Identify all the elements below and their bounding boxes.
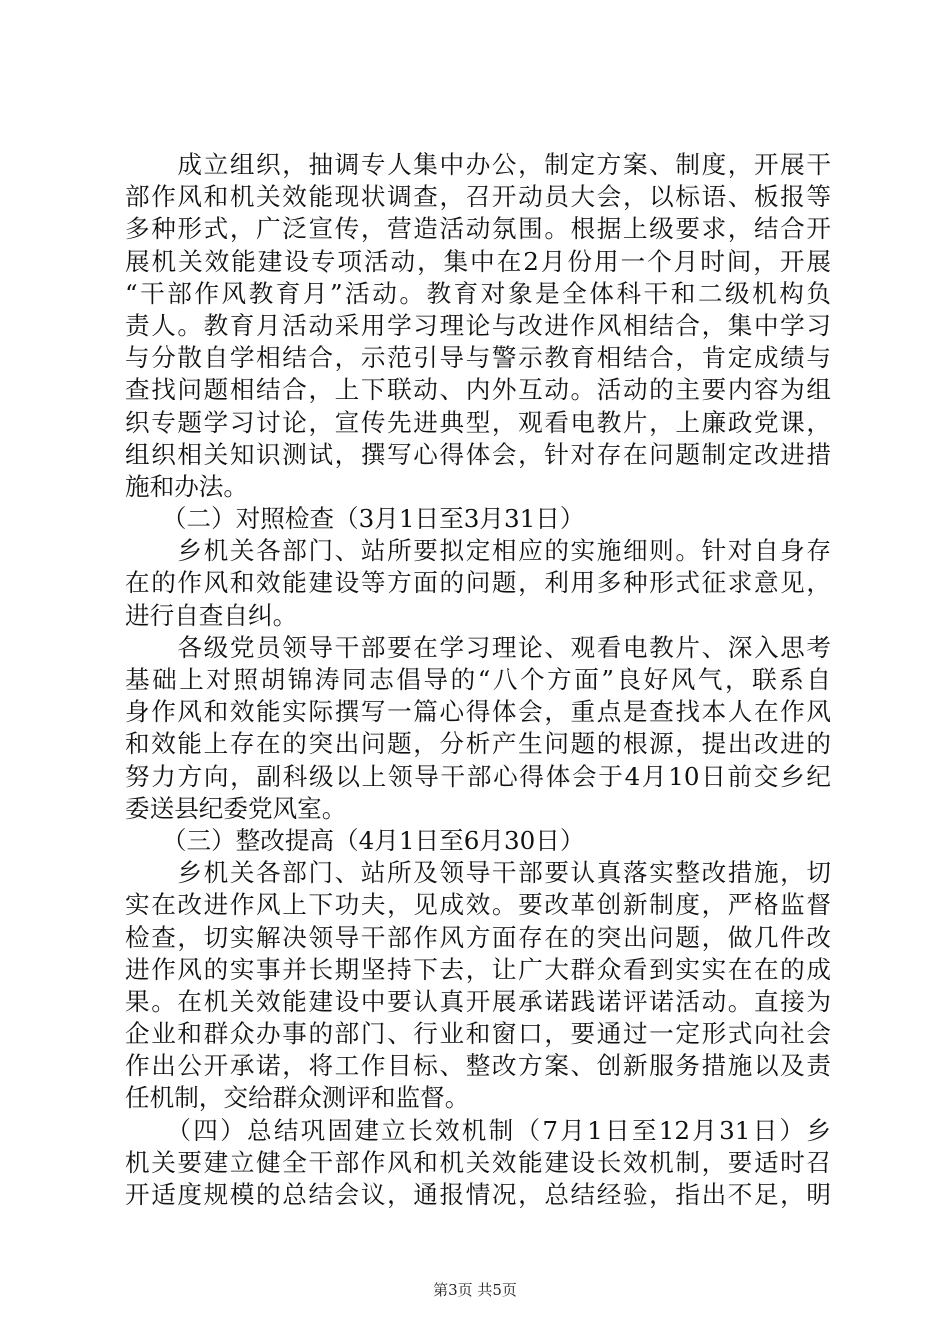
text-line: 在的作风和效能建设等方面的问题，利用多种形式征求意见， bbox=[125, 568, 831, 598]
text-line: 委送县纪委党风室。 bbox=[125, 793, 347, 823]
text-line: 检查，切实解决领导干部作风方面存在的突出问题，做几件改 bbox=[125, 922, 831, 952]
text-line: 和效能上存在的突出问题，分析产生问题的根源，提出改进的 bbox=[125, 729, 831, 759]
text-line: 乡机关各部门、站所及领导干部要认真落实整改措施，切 bbox=[125, 858, 831, 888]
text-line: 基础上对照胡锦涛同志倡导的“八个方面”良好风气，联系自 bbox=[125, 665, 831, 694]
page-footer: 第3页 共5页 bbox=[433, 1281, 517, 1299]
text-line: 进行自查自纠。 bbox=[125, 600, 298, 630]
text-line: （三）整改提高（4月1日至6月30日） bbox=[125, 825, 585, 855]
text-line: 实在改进作风上下功夫，见成效。要改革创新制度，严格监督 bbox=[125, 890, 831, 920]
text-line: 多种形式，广泛宣传，营造活动氛围。根据上级要求，结合开 bbox=[125, 214, 831, 244]
text-line: 努力方向，副科级以上领导干部心得体会于4月10日前交乡纪 bbox=[125, 761, 831, 791]
text-line: 果。在机关效能建设中要认真开展承诺践诺评诺活动。直接为 bbox=[125, 986, 831, 1016]
text-line: 开适度规模的总结会议，通报情况，总结经验，指出不足，明 bbox=[125, 1180, 831, 1209]
text-line: 与分散自学相结合，示范引导与警示教育相结合，肯定成绩与 bbox=[125, 343, 831, 373]
text-line: 进作风的实事并长期坚持下去，让广大群众看到实实在在的成 bbox=[125, 954, 831, 984]
document-body bbox=[125, 149, 831, 1211]
text-line: 企业和群众办事的部门、行业和窗口，要通过一定形式向社会 bbox=[125, 1019, 831, 1049]
text-line: 责人。教育月活动采用学习理论与改进作风相结合，集中学习 bbox=[125, 310, 831, 340]
text-line: 乡机关各部门、站所要拟定相应的实施细则。针对自身存 bbox=[125, 536, 831, 566]
text-line: （四）总结巩固建立长效机制（7月1日至12月31日）乡 bbox=[125, 1115, 831, 1145]
text-line: 机关要建立健全干部作风和机关效能建设长效机制，要适时召 bbox=[125, 1147, 831, 1177]
text-line: 各级党员领导干部要在学习理论、观看电教片、深入思考 bbox=[125, 632, 831, 662]
text-line: 任机制，交给群众测评和监督。 bbox=[125, 1083, 470, 1113]
text-line: 身作风和效能实际撰写一篇心得体会，重点是查找本人在作风 bbox=[125, 697, 831, 727]
text-line: 展机关效能建设专项活动，集中在2月份用一个月时间，开展 bbox=[125, 246, 831, 276]
text-line: 作出公开承诺，将工作目标、整改方案、创新服务措施以及责 bbox=[125, 1051, 831, 1081]
text-line: （二）对照检查（3月1日至3月31日） bbox=[125, 504, 585, 534]
text-line: 织专题学习讨论，宣传先进典型，观看电教片，上廉政党课， bbox=[125, 407, 831, 437]
text-line: 施和办法。 bbox=[125, 471, 248, 501]
text-line: “干部作风教育月”活动。教育对象是全体科干和二级机构负 bbox=[125, 278, 831, 308]
text-line: 查找问题相结合，上下联动、内外互动。活动的主要内容为组 bbox=[125, 375, 831, 405]
text-line: 部作风和机关效能现状调查，召开动员大会，以标语、板报等 bbox=[125, 182, 831, 212]
text-line: 成立组织，抽调专人集中办公，制定方案、制度，开展干 bbox=[125, 150, 831, 179]
text-line: 组织相关知识测试，撰写心得体会，针对存在问题制定改进措 bbox=[125, 439, 831, 469]
